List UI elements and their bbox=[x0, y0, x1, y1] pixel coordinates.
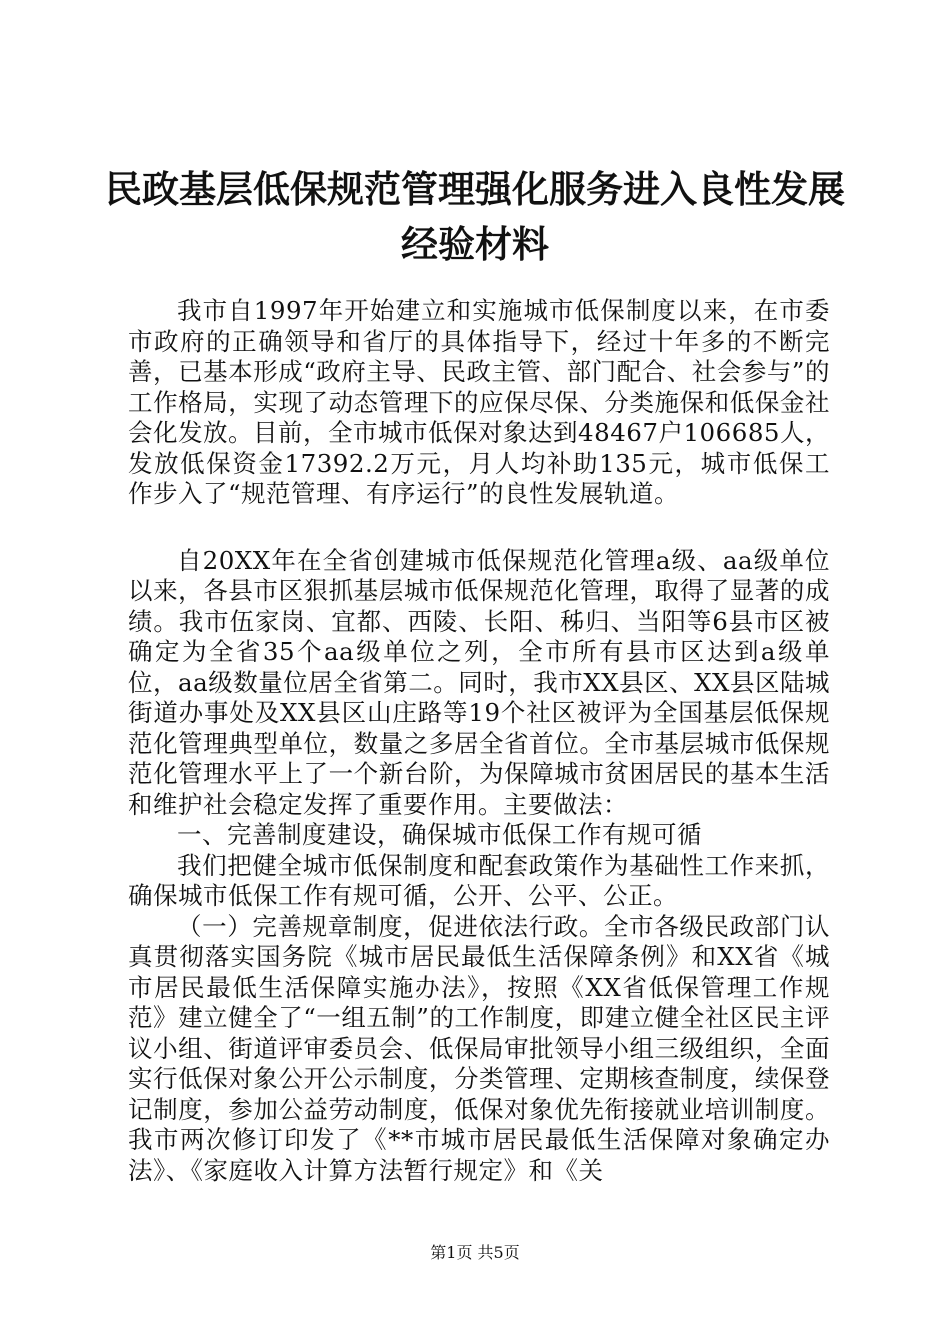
paragraph-section-1-intro: 我们把健全城市低保制度和配套政策作为基础性工作来抓，确保城市低保工作有规可循，公开、公平、公正。 bbox=[128, 850, 830, 910]
document-title-line-1: 民政基层低保规范管理强化服务进入良性发展 bbox=[105, 168, 845, 211]
document-title-line-2: 经验材料 bbox=[401, 223, 549, 266]
section-heading-1: 一、完善制度建设，确保城市低保工作有规可循 bbox=[177, 820, 702, 849]
document-body bbox=[128, 296, 830, 1186]
paragraph-subsection-1: （一）完善规章制度，促进依法行政。全市各级民政部门认真贯彻落实国务院《城市居民最低生活保障条例》和XX省《城市居民最低生活保障实施办法》，按照《XX省低保管理工作规范》建立健全了“一组五制”的工作制度，即建立健全社区民主评议小组、街道评审委员会、低保局审批领导小组三级组织，全面实行低保对象公开公示制度，分类管理、定期核查制度，续保登记制度，参加公益劳动制度，低保对象优先衔接就业培训制度。我市两次修订印发了《**市城市居民最低生活保障对象确定办法》、《家庭收入计算方法暂行规定》和《关 bbox=[128, 911, 830, 1185]
page-footer: 第1页 共5页 bbox=[430, 1243, 520, 1262]
paragraph-gap bbox=[128, 510, 830, 546]
paragraph-achievements: 自20XX年在全省创建城市低保规范化管理a级、aa级单位以来，各县市区狠抓基层城市低保规范化管理，取得了显著的成绩。我市伍家岗、宜都、西陵、长阳、秭归、当阳等6县市区被确定为全省35个aa级单位之列，全市所有县市区达到a级单位，aa级数量位居全省第二。同时，我市XX县区、XX县区陆城街道办事处及XX县区山庄路等19个社区被评为全国基层低保规范化管理典型单位，数量之多居全省首位。全市基层城市低保规范化管理水平上了一个新台阶，为保障城市贫困居民的基本生活和维护社会稳定发挥了重要作用。主要做法： bbox=[128, 545, 830, 819]
paragraph-intro: 我市自1997年开始建立和实施城市低保制度以来，在市委市政府的正确领导和省厅的具体指导下，经过十年多的不断完善，已基本形成“政府主导、民政主管、部门配合、社会参与”的工作格局，实现了动态管理下的应保尽保、分类施保和低保金社会化发放。目前，全市城市低保对象达到48467户106685人，发放低保资金17392.2万元，月人均补助135元，城市低保工作步入了“规范管理、有序运行”的良性发展轨道。 bbox=[128, 296, 830, 508]
